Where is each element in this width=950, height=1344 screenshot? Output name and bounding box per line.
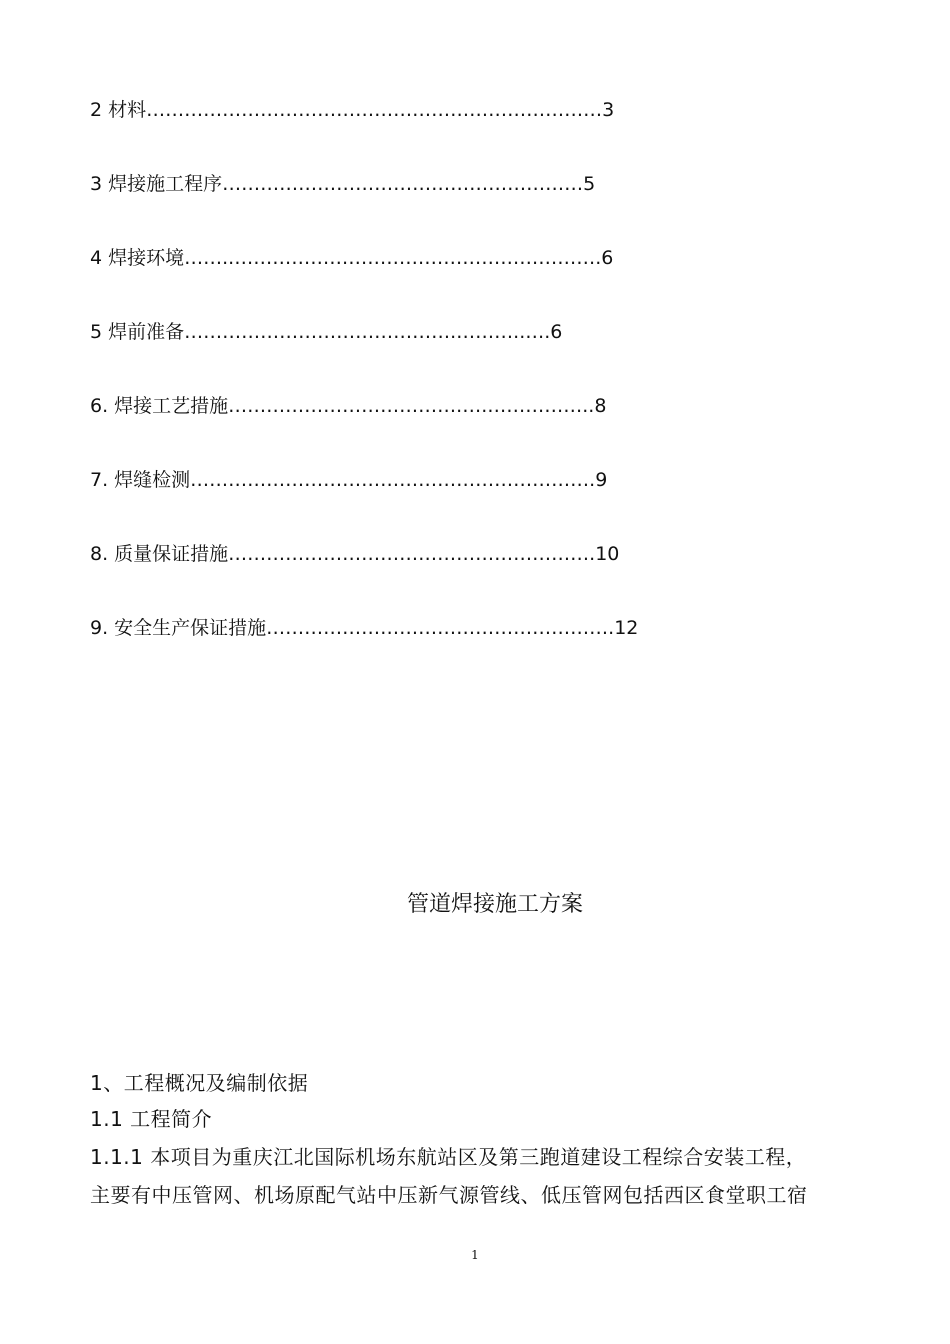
toc-entry-weld-inspection[interactable]: 7. 焊缝检测……………………………………………………….9 <box>90 469 608 491</box>
page-number: 1 <box>471 1248 479 1262</box>
paragraph-line-1: 1.1.1 本项目为重庆江北国际机场东航站区及第三跑道建设工程综合安装工程， <box>90 1145 807 1169</box>
toc-entry-quality-assurance[interactable]: 8. 质量保证措施………………………………………………….10 <box>90 543 620 565</box>
subsection-heading: 1.1 工程简介 <box>90 1107 213 1131</box>
toc-entry-pre-weld-preparation[interactable]: 5 焊前准备…………………………………….………..….6 <box>90 321 563 343</box>
toc-entry-safety-measures[interactable]: 9. 安全生产保证措施……………………………………………….12 <box>90 617 639 639</box>
document-title: 管道焊接施工方案 <box>406 892 583 917</box>
paragraph-line-2: 主要有中压管网、机场原配气站中压新气源管线、低压管网包括西区食堂职工宿 <box>90 1183 808 1207</box>
toc-entry-welding-environment[interactable]: 4 焊接环境……..………………………………………………….6 <box>90 247 614 269</box>
toc-entry-welding-procedure[interactable]: 3 焊接施工程序…………………………………………………5 <box>90 173 596 195</box>
toc-entry-materials[interactable]: 2 材料………………………………………………………………3 <box>90 99 615 121</box>
section-heading: 1、工程概况及编制依据 <box>90 1071 309 1095</box>
toc-entry-welding-process-measures[interactable]: 6. 焊接工艺措施……………………………….….……………..8 <box>90 395 607 417</box>
